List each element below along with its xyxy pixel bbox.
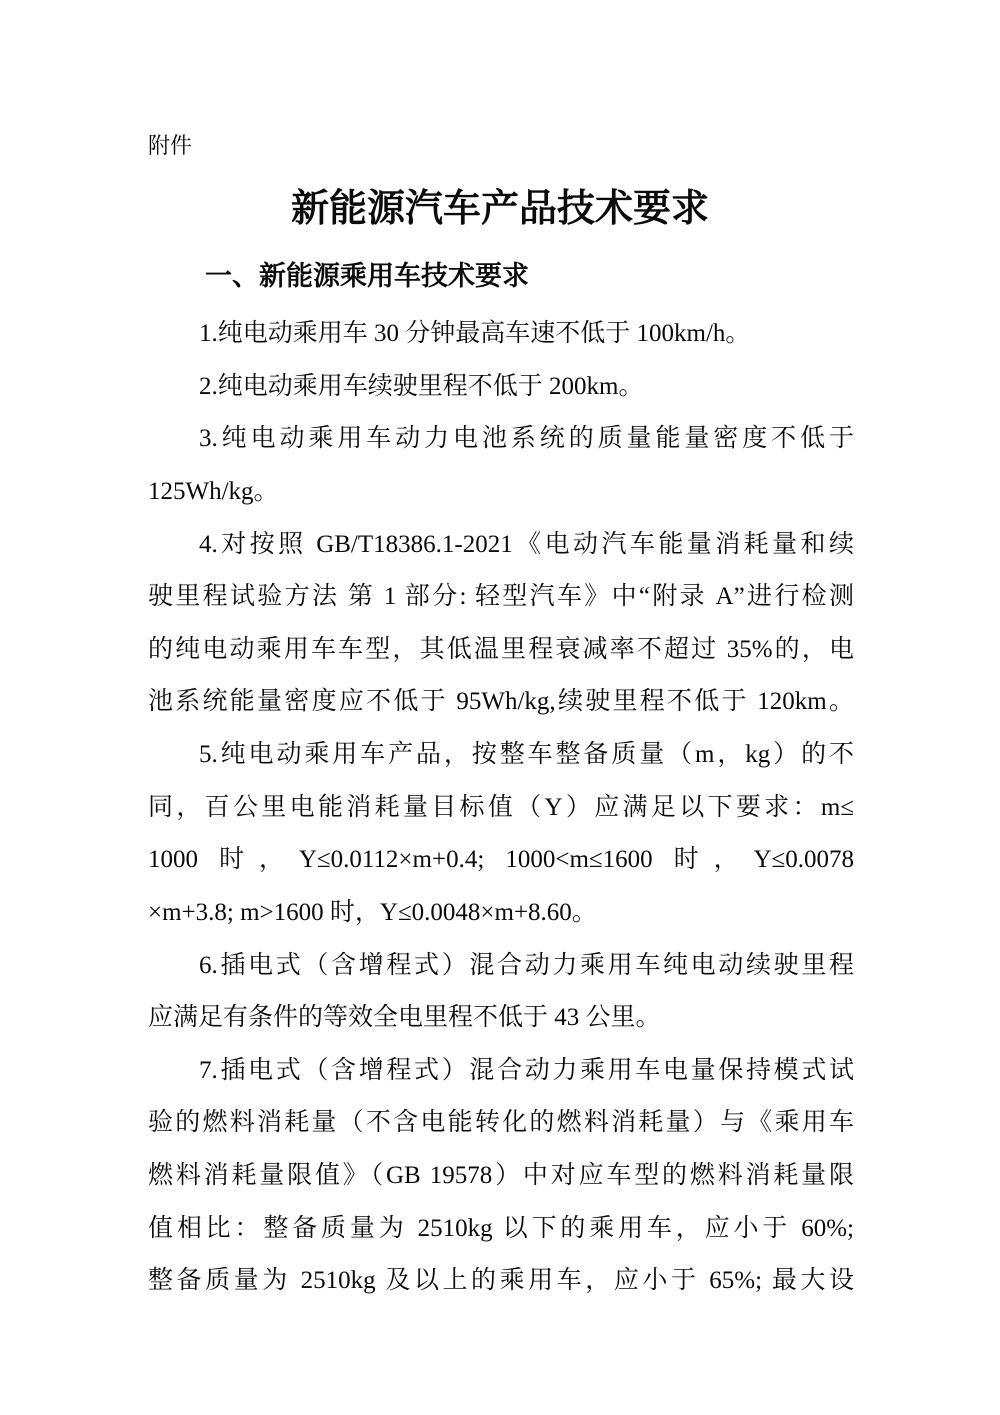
paragraph-7	[148, 1045, 854, 1308]
body-line: 同，百公里电能消耗量目标值（Y）应满足以下要求：m≤	[148, 793, 854, 821]
body-line: 1.纯电动乘用车 30 分钟最高车速不低于 100km/h。	[199, 320, 751, 347]
body-line: 驶里程试验方法 第 1 部分: 轻型汽车》中“附录 A”进行检测	[148, 583, 854, 611]
body-line: 应满足有条件的等效全电里程不低于 43 公里。	[148, 1004, 661, 1032]
body-line: 1000 时，Y≤0.0112×m+0.4; 1000<m≤1600 时，Y≤0.0078	[148, 846, 854, 874]
body-line: 7.插电式（含增程式）混合动力乘用车电量保持模式试	[199, 1056, 854, 1084]
paragraph-6	[148, 940, 854, 1045]
body-line: 的纯电动乘用车车型，其低温里程衰减率不超过 35%的，电	[148, 635, 854, 663]
paragraph-4	[148, 519, 854, 730]
body-line: 池系统能量密度应不低于 95Wh/kg,续驶里程不低于 120km。	[148, 688, 854, 716]
document-title: 新能源汽车产品技术要求	[290, 188, 709, 230]
body-line: 125Wh/kg。	[148, 477, 279, 505]
body-line: 3.纯电动乘用车动力电池系统的质量能量密度不低于	[199, 425, 854, 453]
body-line: 6.插电式（含增程式）混合动力乘用车纯电动续驶里程	[199, 951, 854, 979]
body-line: 整备质量为 2510kg 及以上的乘用车，应小于 65%; 最大设	[148, 1267, 854, 1295]
body-line: 5.纯电动乘用车产品，按整车整备质量（m，kg）的不	[199, 741, 854, 768]
body-line: 燃料消耗量限值》（GB 19578）中对应车型的燃料消耗量限	[148, 1162, 854, 1189]
body-line: 验的燃料消耗量（不含电能转化的燃料消耗量）与《乘用车	[148, 1109, 854, 1137]
paragraph-2	[148, 361, 854, 414]
document-body	[148, 308, 854, 1308]
section-heading: 一、新能源乘用车技术要求	[205, 261, 529, 291]
body-line: 值相比：整备质量为 2510kg 以下的乘用车，应小于 60%;	[148, 1214, 854, 1242]
paragraph-1	[148, 308, 854, 361]
paragraph-5	[148, 729, 854, 940]
paragraph-3	[148, 413, 854, 518]
body-line: 2.纯电动乘用车续驶里程不低于 200km。	[199, 372, 644, 400]
attachment-label: 附件	[148, 133, 193, 158]
body-line: 4.对按照 GB/T18386.1-2021《电动汽车能量消耗量和续	[199, 530, 854, 558]
body-line: ×m+3.8; m>1600 时，Y≤0.0048×m+8.60。	[148, 898, 597, 926]
